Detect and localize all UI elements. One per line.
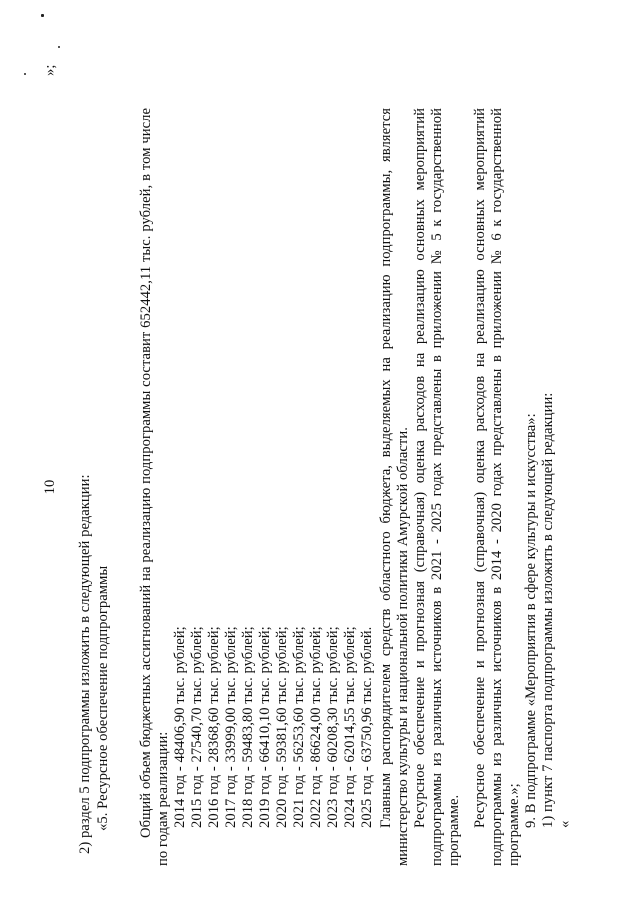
- year-amount: 2022 год - 86624,00 тыс. рублей;: [308, 626, 324, 828]
- year-amount: 2016 год - 28368,60 тыс. рублей;: [206, 626, 222, 828]
- end-quote-mark: »;: [42, 64, 58, 76]
- year-amount: 2021 год - 56253,60 тыс. рублей;: [291, 626, 307, 828]
- scan-speck: [24, 73, 26, 75]
- scan-speck: [41, 14, 44, 17]
- paragraph-line: подпрограммы из различных источников в 2014 - 2020 годах представлены в приложении № 6 к государственной: [489, 108, 505, 866]
- paragraph-line: 1) пункт 7 паспорта подпрограммы изложить в следующей редакции:: [540, 392, 556, 828]
- year-amount: 2024 год - 62014,55 тыс. рублей;: [342, 626, 358, 828]
- paragraph-line: Главным распорядителем средств областного бюджета, выделяемых на реализацию подпрограммы, является: [378, 108, 394, 828]
- year-amount: 2014 год - 48406,90 тыс. рублей;: [172, 626, 188, 828]
- paragraph-line: по годам реализации:: [155, 731, 171, 866]
- page-number: 10: [42, 479, 58, 495]
- section-heading: «5. Ресурсное обеспечение подпрограммы: [95, 565, 111, 831]
- paragraph-line: 9. В подпрограмме «Мероприятия в сфере культуры и искусства»:: [523, 413, 539, 828]
- year-amount: 2018 год - 59483,80 тыс. рублей;: [240, 626, 256, 828]
- year-amount: 2023 год - 60208,30 тыс. рублей;: [325, 626, 341, 828]
- year-amount: 2017 год - 33999,00 тыс. рублей;: [223, 626, 239, 828]
- paragraph-line: 2) раздел 5 подпрограммы изложить в следующей редакции:: [77, 474, 93, 854]
- year-amount: 2015 год - 27540,70 тыс. рублей;: [189, 626, 205, 828]
- paragraph-line: Общий объем бюджетных ассигнований на реализацию подпрограммы составит 652442,11 тыс. рублей, в том числе: [138, 108, 154, 838]
- year-amount: 2019 год - 66410,10 тыс. рублей;: [257, 626, 273, 828]
- paragraph-line: программе.: [446, 794, 462, 866]
- paragraph-line: подпрограммы из различных источников в 2021 - 2025 годах представлены в приложении № 5 к государственной: [429, 108, 445, 866]
- scan-speck: [58, 46, 60, 48]
- paragraph-line: Ресурсное обеспечение и прогнозная (справочная) оценка расходов на реализацию основных мероприятий: [472, 108, 488, 828]
- document-page: [40, 22, 600, 882]
- paragraph-line: министерство культуры и национальной политики Амурской области.: [395, 427, 411, 866]
- paragraph-line: Ресурсное обеспечение и прогнозная (справочная) оценка расходов на реализацию основных мероприятий: [412, 108, 428, 828]
- year-amount: 2025 год - 63750,96 тыс. рублей.: [359, 626, 375, 828]
- opening-quote-mark: «: [557, 820, 573, 828]
- paragraph-line: программе.»;: [506, 783, 522, 866]
- year-amount: 2020 год - 59381,60 тыс. рублей;: [274, 626, 290, 828]
